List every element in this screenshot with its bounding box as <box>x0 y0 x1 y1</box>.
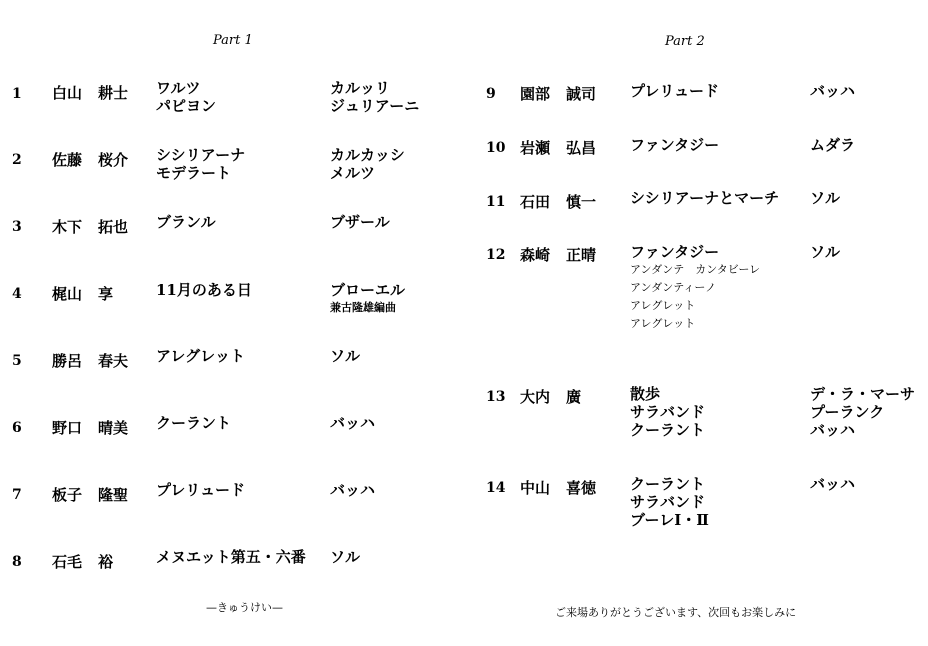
entry-number: 8 <box>12 554 22 570</box>
composer-name: カルッリ ジュリアーニ <box>330 79 420 115</box>
entry-number: 3 <box>12 219 22 235</box>
composer-name: バッハ <box>810 475 856 493</box>
composer-name: バッハ <box>330 414 376 432</box>
performer-name: 野口 晴美 <box>52 419 129 437</box>
composer-name: カルカッシ メルツ <box>330 146 405 182</box>
closing-message: ご来場ありがとうございます、次回もお楽しみに <box>555 606 797 619</box>
entry-number: 13 <box>486 389 506 405</box>
part1-title: Part 1 <box>213 33 253 48</box>
part2-title: Part 2 <box>665 34 705 49</box>
piece-title: クーラント <box>156 414 232 432</box>
entry-number: 5 <box>12 353 22 369</box>
piece-title: プレリュード <box>630 82 719 100</box>
piece-title: シシリアーナとマーチ <box>630 189 780 207</box>
composer-name: ソル <box>330 548 361 566</box>
composer-name: ソル <box>810 243 841 261</box>
entry-number: 1 <box>12 86 22 102</box>
entry-number: 2 <box>12 152 22 168</box>
performer-name: 勝呂 春夫 <box>52 352 129 370</box>
entry-number: 10 <box>486 140 506 156</box>
piece-title: メヌエット第五・六番 <box>156 548 306 566</box>
performer-name: 佐藤 桜介 <box>52 151 129 169</box>
movement-item: アンダンティーノ <box>630 281 717 294</box>
arranger-note: 兼古隆雄編曲 <box>330 301 396 314</box>
piece-title: ファンタジー <box>630 136 720 154</box>
performer-name: 森崎 正晴 <box>520 246 597 264</box>
piece-title: シシリアーナ モデラート <box>156 146 246 182</box>
piece-title: 散歩 サラバンド クーラント <box>630 385 706 439</box>
composer-name: ソル <box>330 347 361 365</box>
entry-number: 4 <box>12 286 22 302</box>
performer-name: 中山 喜徳 <box>520 479 597 497</box>
movement-item: アンダンテ カンタビーレ <box>630 263 761 276</box>
piece-title: クーラント サラバンド ブーレⅠ・Ⅱ <box>630 475 709 529</box>
performer-name: 岩瀬 弘昌 <box>520 139 597 157</box>
piece-title: ファンタジー アンダンテ カンタビーレ アンダンティーノ アレグレット アレグレット <box>630 243 760 333</box>
performer-name: 大内 廣 <box>520 388 582 406</box>
performer-name: 木下 拓也 <box>52 218 129 236</box>
performer-name: 石毛 裕 <box>52 553 114 571</box>
entry-number: 14 <box>486 480 506 496</box>
piece-title: 11月のある日 <box>156 281 252 299</box>
composer-name: デ・ラ・マーサ プーランク バッハ <box>810 385 916 439</box>
piece-title: プレリュード <box>156 481 245 499</box>
performer-name: 梶山 享 <box>52 285 114 303</box>
entry-number: 9 <box>486 86 496 102</box>
composer-name: バッハ <box>810 82 856 100</box>
composer-name: ソル <box>810 189 841 207</box>
movement-item: アレグレット <box>630 317 696 330</box>
performer-name: 白山 耕士 <box>52 84 129 102</box>
composer-name: ブローエル 兼古隆雄編曲 <box>330 281 405 317</box>
piece-title: ブランル <box>156 213 216 231</box>
performer-name: 板子 隆聖 <box>52 486 129 504</box>
entry-number: 11 <box>486 194 506 210</box>
piece-title: ワルツ パピヨン <box>156 79 217 115</box>
entry-number: 7 <box>12 487 22 503</box>
composer-name: バッハ <box>330 481 376 499</box>
piece-title: アレグレット <box>156 347 245 365</box>
entry-number: 6 <box>12 420 22 436</box>
performer-name: 石田 慎一 <box>520 193 597 211</box>
movement-item: アレグレット <box>630 299 696 312</box>
intermission-note: —きゅうけい— <box>206 601 283 614</box>
performer-name: 園部 誠司 <box>520 85 597 103</box>
composer-name: ムダラ <box>810 136 856 154</box>
composer-name: ブザール <box>330 213 390 231</box>
entry-number: 12 <box>486 247 506 263</box>
